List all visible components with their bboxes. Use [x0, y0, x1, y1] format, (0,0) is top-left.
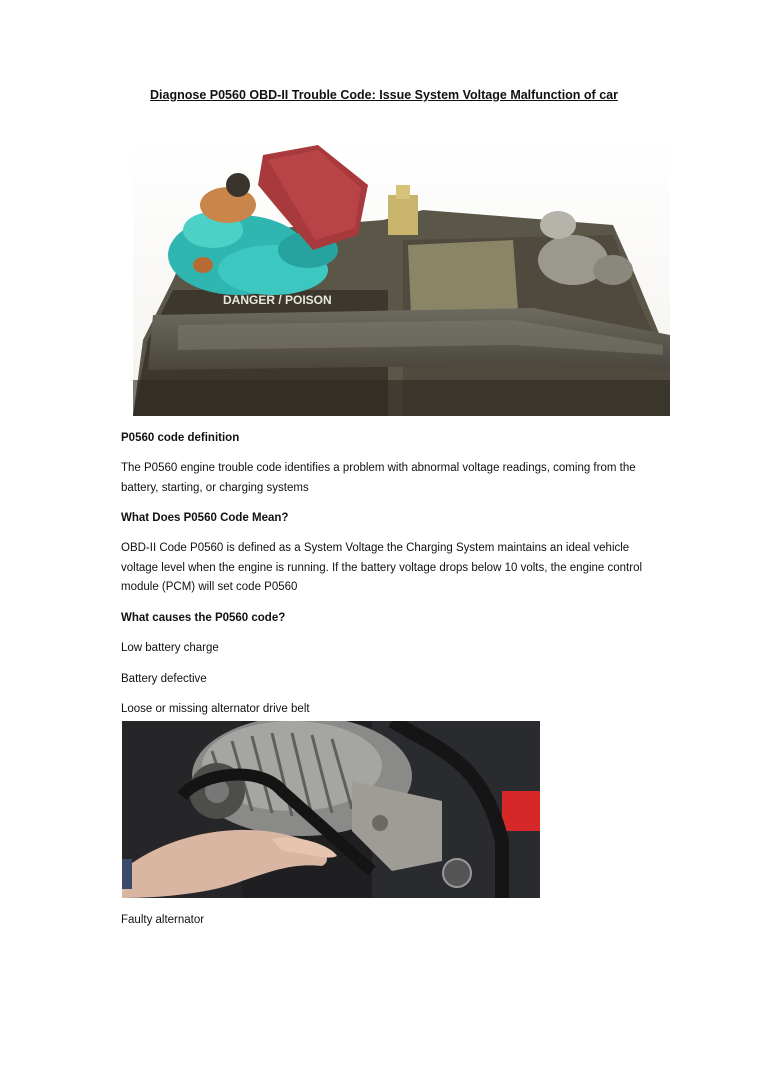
- alternator-belt-photo: [122, 721, 540, 898]
- cause-item-faulty-alternator: Faulty alternator: [121, 914, 205, 926]
- battery-warning-text: DANGER / POISON: [223, 293, 332, 307]
- cause-item-battery-defective: Battery defective: [121, 673, 207, 685]
- causes-heading: What causes the P0560 code?: [121, 612, 286, 624]
- meaning-heading: What Does P0560 Code Mean?: [121, 512, 289, 524]
- definition-text: The P0560 engine trouble code identifies a problem with abnormal voltage readings, coming from the battery, starting, or charging systems: [121, 462, 636, 494]
- page-title: Diagnose P0560 OBD-II Trouble Code: Issue System Voltage Malfunction of car: [150, 88, 618, 102]
- cause-item-drive-belt: Loose or missing alternator drive belt: [121, 703, 310, 715]
- definition-heading: P0560 code definition: [121, 432, 240, 444]
- battery-photo: [133, 140, 670, 416]
- meaning-text: OBD-II Code P0560 is defined as a System Voltage the Charging System maintains an ideal vehicle voltage level when the engine is running. If the battery voltage drops below 10 volts, the engine control module (PCM) will set code P0560: [121, 542, 643, 593]
- cause-item-low-battery: Low battery charge: [121, 642, 219, 654]
